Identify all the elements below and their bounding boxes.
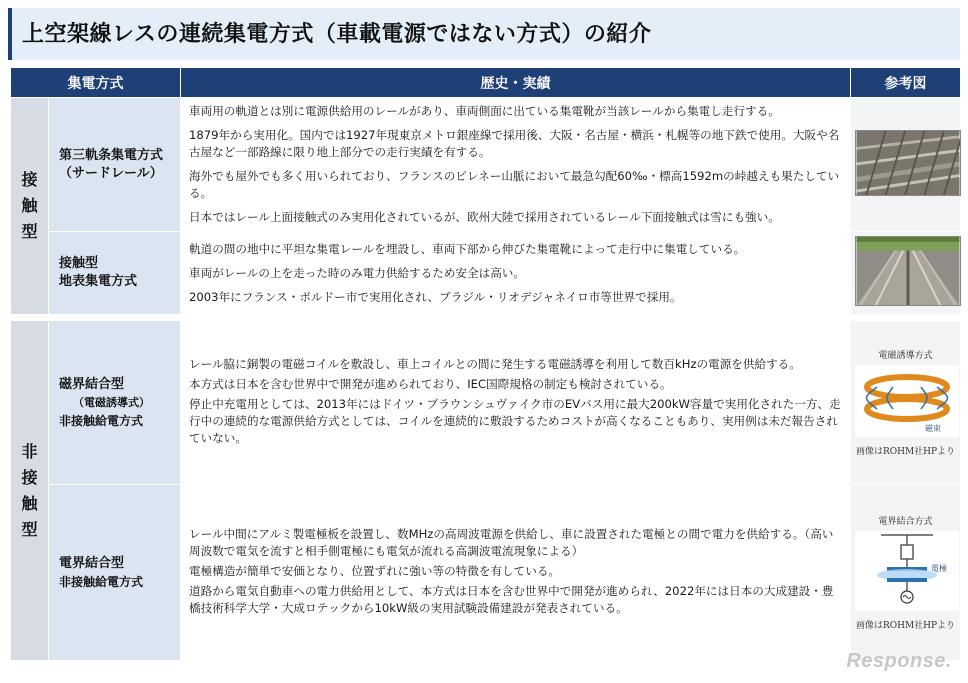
fig-title-electric: 電界結合方式 bbox=[878, 517, 933, 527]
svg-text:磁束: 磁束 bbox=[925, 424, 941, 433]
electric-field-diagram bbox=[855, 531, 959, 611]
page-title: 上空架線レスの連続集電方式（車載電源ではない方式）の紹介 bbox=[22, 22, 652, 47]
history-electric: レール中間にアルミ製電極板を設置し、数MHzの高周波電源を供給し、車に設置された電極との間で電力を供給する。（高い周波数で電気を流すと相手側電極にも電気が流れる高調波電流現象による） 電極構造が簡単で安価となり、位置ずれに強い等の特徴を有している。 道路から電気自動車への電力供給用として、本方式は日本を含む世界中で開発が進められ、2022年には日本の大成建設・豊橋技術科学大学・大成ロテックから10kW級の実用試験設備建設が発表されている。 bbox=[181, 485, 851, 661]
response-watermark: Response. bbox=[846, 650, 952, 672]
method-name-magnetic: 磁界結合型 （電磁誘導式） 非接触給電方式 bbox=[49, 321, 181, 485]
svg-text:電極: 電極 bbox=[931, 564, 947, 573]
method-name-third-rail: 第三軌条集電方式 （サードレール） bbox=[49, 98, 181, 232]
category-noncontact: 非 接 触 型 bbox=[11, 321, 49, 661]
caption-electric: 画像はROHM社HPより bbox=[855, 621, 956, 631]
third-rail-photo bbox=[855, 130, 961, 196]
history-third-rail: 車両用の軌道とは別に電源供給用のレールがあり、車両側面に出ている集電靴が当該レールから集電し走行する。 1879年から実用化。国内では1927年現東京メトロ銀座線で採用後、大阪・名古屋・横浜・札幌等の地下鉄で使用。大阪や名古屋など一部路線に限り地上部分での走行実績を有する。 海外でも屋外でも多く用いられており、フランスのピレネー山脈において最急勾配60‰・標高1592mの峠越えも果たしている。 日本ではレール上面接触式のみ実用化されているが、欧州大陸で採用されているレール下面接触式は雪にも強い。 bbox=[181, 98, 851, 232]
row-electric bbox=[11, 485, 961, 661]
history-magnetic: レール脇に銅製の電磁コイルを敷設し、車上コイルとの間に発生する電磁誘導を利用して数百kHzの電源を供給する。 本方式は日本を含む世界中で開発が進められており、IEC国際規格の制定も検討されている。 停止中充電用としては、2013年にはドイツ・ブラウンシュヴァイク市のEVバス用に最大200kW容量で実用化された一方、走行中の連続的な電源供給方式としては、コイルを連続的に敷設するためコストが高くなることもあり、実用例は未だ報告されていない。 bbox=[181, 321, 851, 485]
header-reference: 参考図 bbox=[851, 68, 961, 98]
ref-third-rail bbox=[851, 98, 961, 232]
method-name-electric: 電界結合型 非接触給電方式 bbox=[49, 485, 181, 661]
category-contact: 接 触 型 bbox=[11, 98, 49, 315]
ground-rail-photo bbox=[855, 236, 961, 306]
ref-ground bbox=[851, 232, 961, 315]
header-row bbox=[11, 68, 961, 98]
title-accent bbox=[8, 8, 12, 60]
ref-electric bbox=[851, 485, 961, 661]
history-ground: 軌道の間の地中に平坦な集電レールを埋設し、車両下部から伸びた集電靴によって走行中に集電している。 車両がレールの上を走った時のみ電力供給するため安全は高い。 2003年にフランス・ボルドー市で実用化され、ブラジル・リオデジャネイロ市等世界で採用。 bbox=[181, 232, 851, 315]
row-magnetic bbox=[11, 321, 961, 485]
ref-magnetic bbox=[851, 321, 961, 485]
row-third-rail bbox=[11, 98, 961, 232]
magnetic-coil-diagram bbox=[855, 365, 959, 437]
header-method: 集電方式 bbox=[11, 68, 181, 98]
fig-title-magnetic: 電磁誘導方式 bbox=[878, 351, 933, 361]
row-ground bbox=[11, 232, 961, 315]
caption-magnetic: 画像はROHM社HPより bbox=[855, 447, 956, 457]
method-name-ground: 接触型 地表集電方式 bbox=[49, 232, 181, 315]
header-history: 歴史・実績 bbox=[181, 68, 851, 98]
comparison-table bbox=[10, 67, 961, 661]
